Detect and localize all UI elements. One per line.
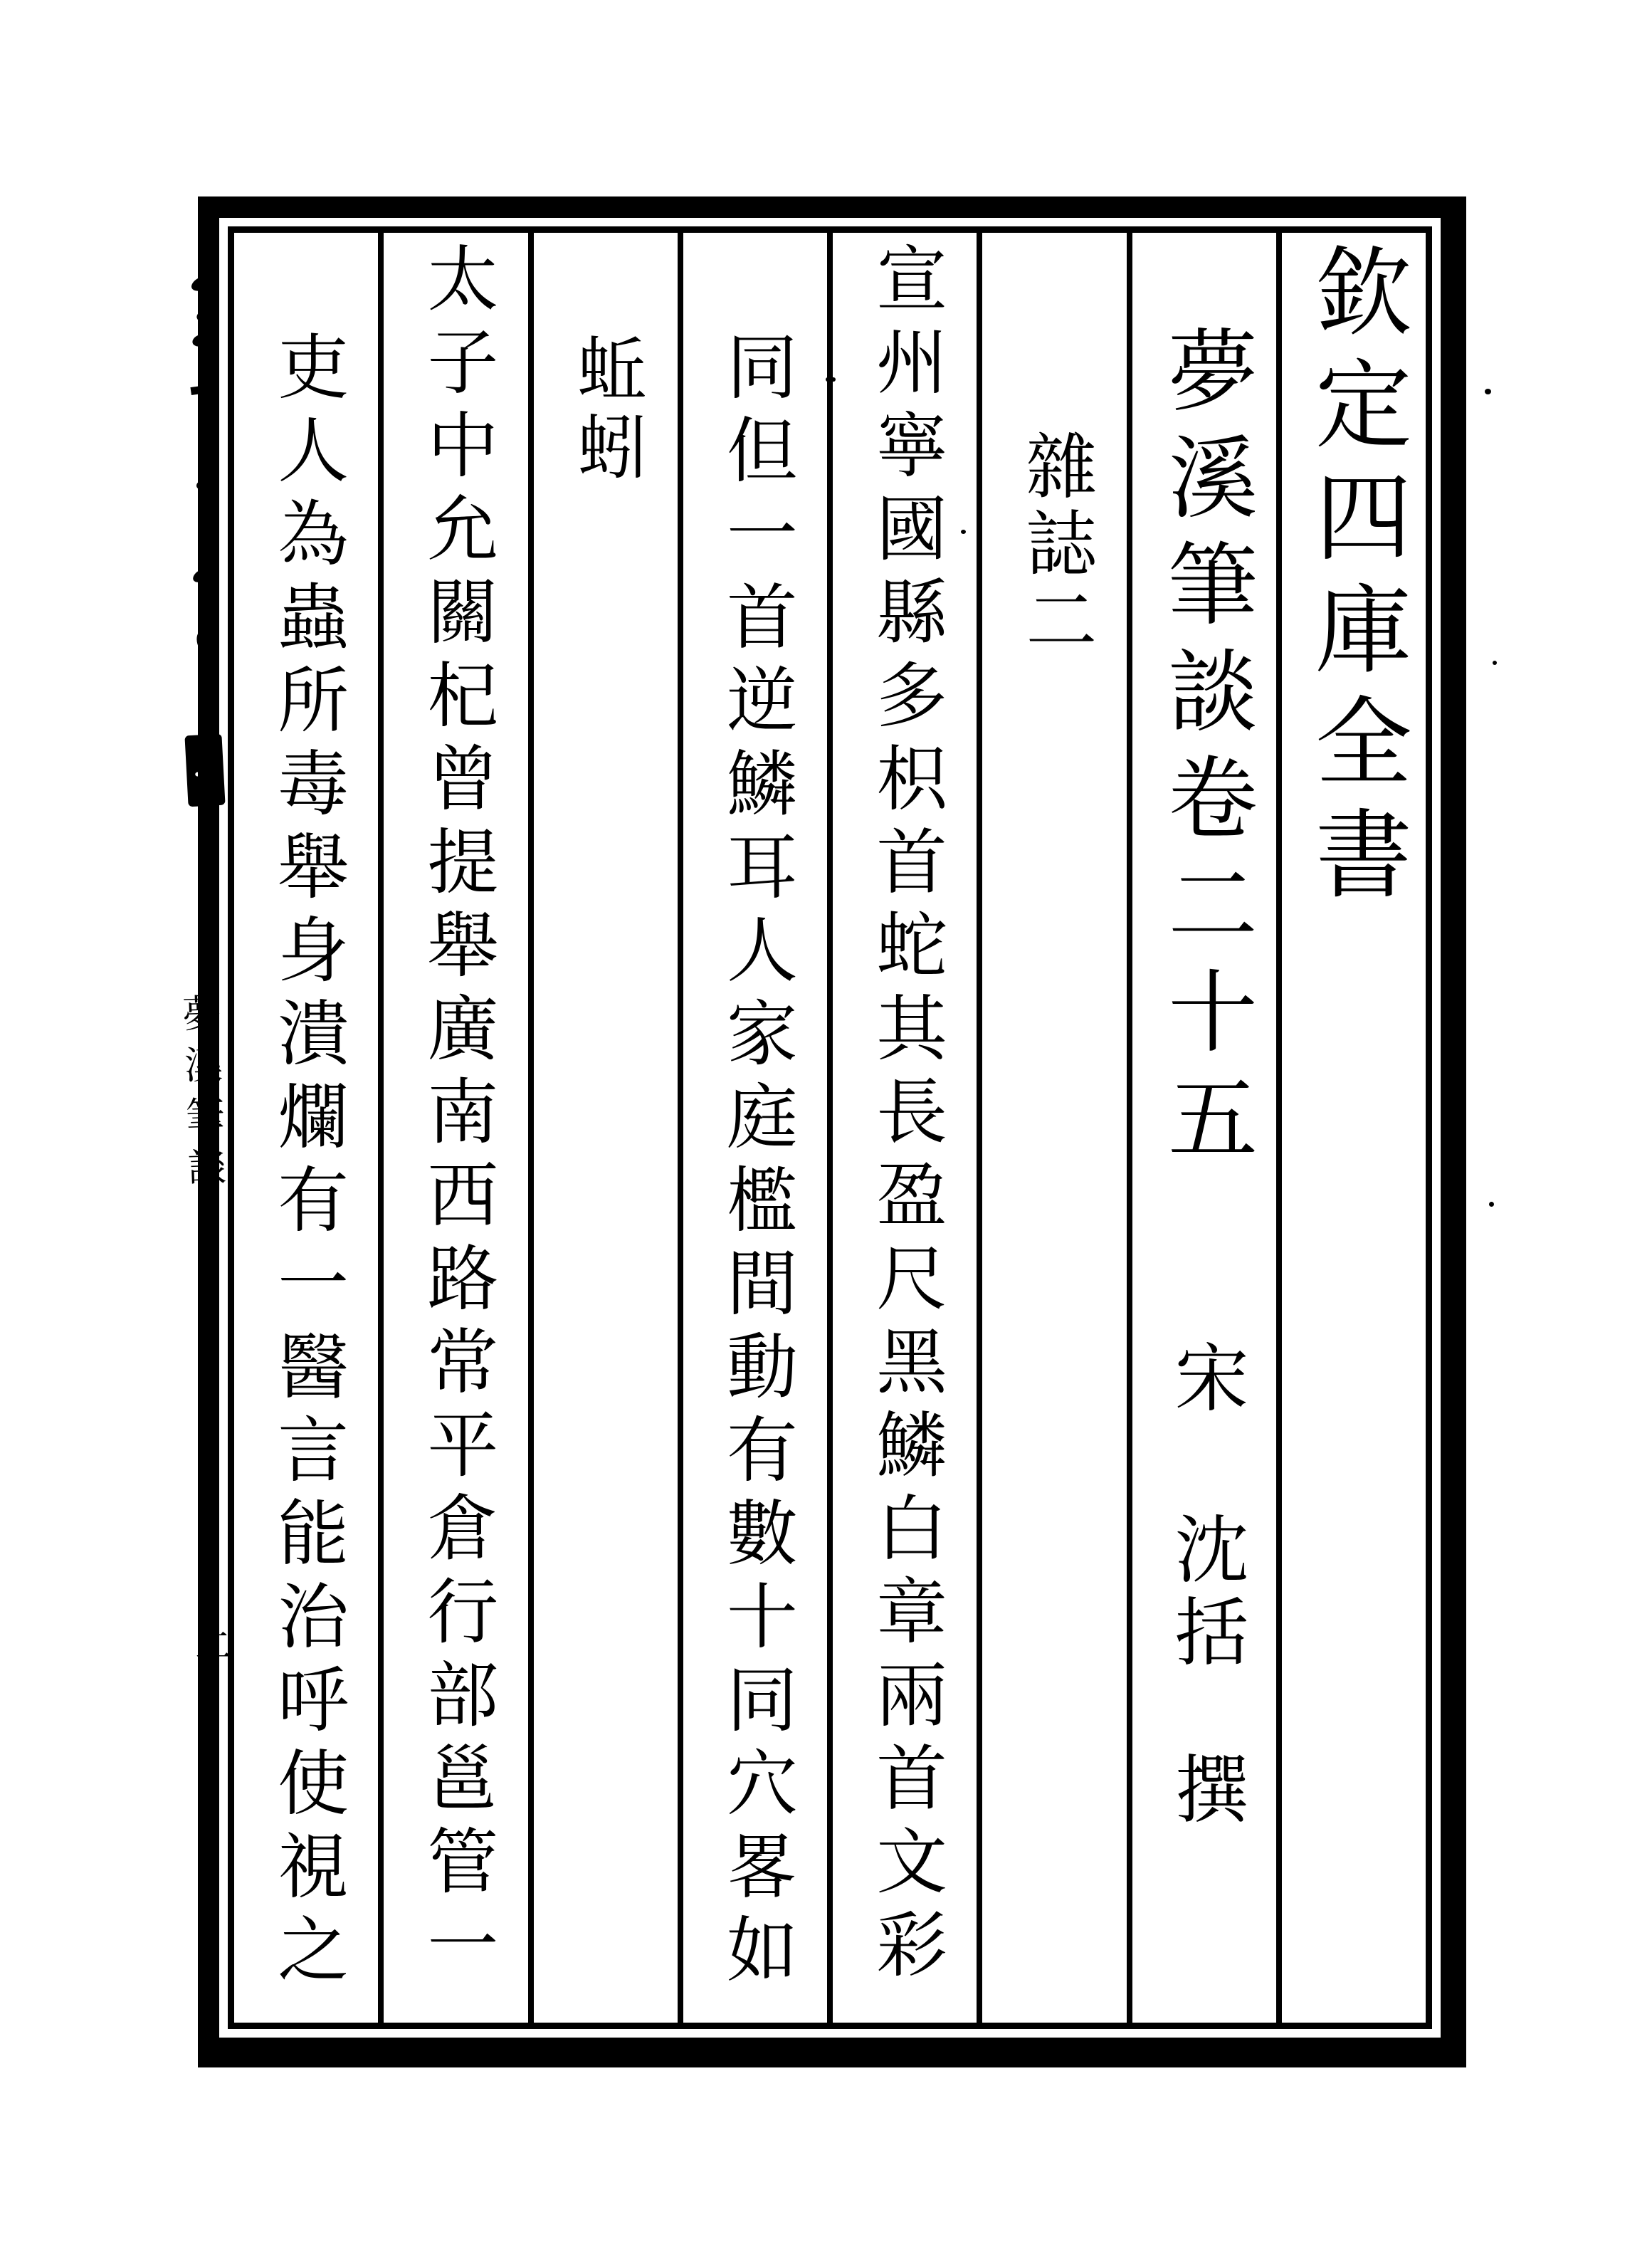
- column-entry1-line2: [678, 233, 827, 2023]
- series-title-text: 欽定四庫全書: [1300, 241, 1407, 916]
- ink-speck: [1485, 389, 1491, 394]
- entry-text: 吏人為蟲所毒舉身潰爛有一醫言能治呼使視之: [267, 330, 347, 1996]
- volume-role-text: 撰: [1163, 1751, 1246, 1833]
- entry-text: 太子中允關杞曾提舉廣南西路常平倉行部邕管一: [416, 241, 496, 1991]
- column-entry1-line3: [528, 233, 678, 2023]
- text-columns: [234, 233, 1426, 2023]
- ink-speck: [826, 377, 836, 382]
- page-frame: [198, 196, 1466, 2067]
- column-section-title: [977, 233, 1126, 2023]
- volume-dynasty-text: 宋: [1163, 1339, 1246, 1422]
- column-volume-title: [1127, 233, 1276, 2023]
- column-series-title: [1276, 233, 1426, 2023]
- volume-author-text: 沈括: [1163, 1511, 1246, 1676]
- inner-frame: [228, 226, 1432, 2029]
- entry-text: 同但一首逆鱗耳人家庭檻間動有數十同穴畧如: [715, 330, 795, 1996]
- ink-speck: [1489, 1202, 1494, 1207]
- entry-text: 蚯蚓: [567, 332, 644, 489]
- column-entry1-line1: [827, 233, 977, 2023]
- entry-text: 宣州寧國縣多枳首蛇其長盈尺黑鱗白章兩首文彩: [866, 241, 945, 1991]
- column-entry2-line1: [378, 233, 527, 2023]
- section-title-text: 雜誌二: [1015, 429, 1095, 660]
- volume-title-text: 夢溪筆談卷二十五: [1154, 324, 1254, 1178]
- spine-title: 夢溪筆談: [176, 992, 227, 1199]
- ink-speck: [961, 530, 966, 534]
- ink-speck: [1493, 661, 1497, 665]
- column-entry2-line2: [234, 233, 378, 2023]
- page-number: 二: [195, 1627, 233, 1667]
